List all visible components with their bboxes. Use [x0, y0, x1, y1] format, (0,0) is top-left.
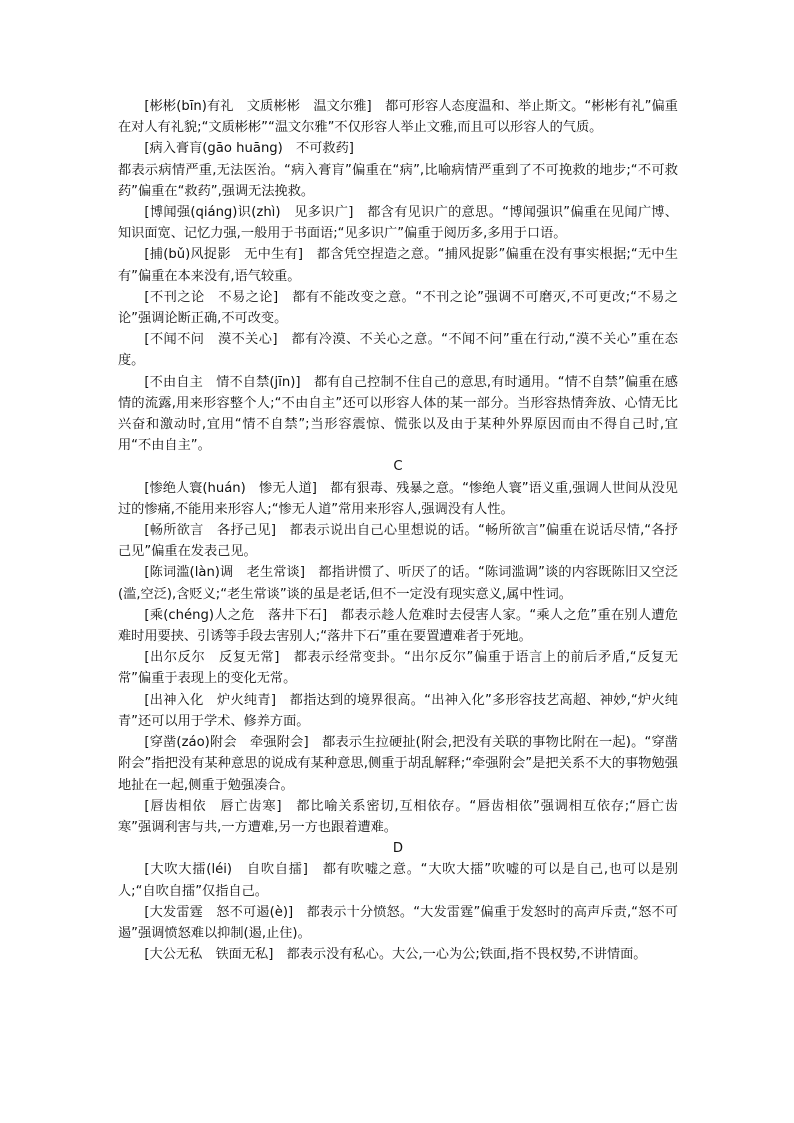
- paragraph: [出尔反尔 反复无常] 都表示经常变卦。“出尔反尔”偏重于语言上的前后矛盾,“反复无常”偏重于表现上的变化无常。: [118, 650, 678, 687]
- paragraph: [陈词滥(làn)调 老生常谈] 都指讲惯了、听厌了的话。“陈词滥调”谈的内容既陈旧又空泛(滥,空泛),含贬义;“老生常谈”谈的虽是老话,但不一定没有现实意义,属中性词。: [118, 565, 678, 602]
- paragraph: [惨绝人寰(huán) 惨无人道] 都有狠毒、残暴之意。“惨绝人寰”语义重,强调人世间从没见过的惨痛,不能用来形容人;“惨无人道”常用来形容人,强调没有人性。: [118, 480, 678, 517]
- paragraph: [大吹大擂(léi) 自吹自擂] 都有吹嘘之意。“大吹大擂”吹嘘的可以是自己,也可以是别人;“自吹自擂”仅指自己。: [118, 862, 678, 899]
- paragraph: [乘(chéng)人之危 落井下石] 都表示趁人危难时去侵害人家。“乘人之危”重在别人遭危难时用要挟、引诱等手段去害别人;“落井下石”重在要置遭难者于死地。: [118, 607, 678, 645]
- entry-heading: [病入膏肓(gāo huāng) 不可救药]: [144, 141, 354, 157]
- paragraph: [彬彬(bīn)有礼 文质彬彬 温文尔雅] 都可形容人态度温和、举止斯文。“彬彬有礼”偏重在对人有礼貌;“文质彬彬”“温文尔雅”不仅形容人举止文雅,而且可以形容人的气质。: [118, 99, 678, 136]
- paragraph: [穿凿(záo)附会 牵强附会] 都表示生拉硬扯(附会,把没有关联的事物比附在一起)。“穿凿附会”指把没有某种意思的说成有某种意思,侧重于胡乱解释;“牵强附会”是把关系不大的事物勉强地扯在一起,侧重于勉强凑合。: [118, 735, 678, 793]
- paragraph: [博闻强(qiáng)识(zhì) 见多识广] 都含有见识广的意思。“博闻强识”偏重在见闻广博、知识面宽、记忆力强,一般用于书面语;“见多识广”偏重于阅历多,多用于口语。: [118, 205, 678, 242]
- paragraph: [畅所欲言 各抒己见] 都表示说出自己心里想说的话。“畅所欲言”偏重在说话尽情,“各抒己见”偏重在发表己见。: [118, 523, 678, 560]
- paragraph: [大公无私 铁面无私] 都表示没有私心。大公,一心为公;铁面,指不畏权势,不讲情面。: [144, 947, 647, 963]
- section-letter-c: C: [393, 459, 403, 475]
- paragraph: [捕(bǔ)风捉影 无中生有] 都含凭空捏造之意。“捕风捉影”偏重在没有事实根据;“无中生有”偏重在本来没有,语气较重。: [118, 247, 678, 284]
- paragraph: [不由自主 情不自禁(jīn)] 都有自己控制不住自己的意思,有时通用。“情不自禁”偏重在感情的流露,用来形容整个人;“不由自主”还可以形容人体的某一部分。当形容热情奔放、心情无比兴奋和激动时,宜用“情不自禁”;当形容震惊、慌张以及由于某种外界原因而由不得自己时,宜用“不由自主”。: [118, 374, 678, 454]
- paragraph: [大发雷霆 怒不可遏(è)] 都表示十分愤怒。“大发雷霆”偏重于发怒时的高声斥责,“怒不可遏”强调愤怒难以抑制(遏,止住)。: [118, 904, 678, 941]
- paragraph: [唇齿相依 唇亡齿寒] 都比喻关系密切,互相依存。“唇齿相依”强调相互依存;“唇亡齿寒”强调利害与共,一方遭难,另一方也跟着遭难。: [118, 798, 678, 835]
- paragraph: 都表示病情严重,无法医治。“病入膏肓”偏重在“病”,比喻病情严重到了不可挽救的地步;“不可救药”偏重在“救药”,强调无法挽救。: [118, 162, 678, 199]
- section-letter-d: D: [392, 841, 404, 857]
- document-body: [118, 96, 678, 965]
- paragraph: [不刊之论 不易之论] 都有不能改变之意。“不刊之论”强调不可磨灭,不可更改;“不易之论”强调论断正确,不可改变。: [118, 289, 678, 327]
- paragraph: [出神入化 炉火纯青] 都指达到的境界很高。“出神入化”多形容技艺高超、神妙,“炉火纯青”还可以用于学术、修养方面。: [118, 692, 678, 729]
- paragraph: [不闻不问 漠不关心] 都有冷漠、不关心之意。“不闻不问”重在行动,“漠不关心”重在态度。: [118, 332, 678, 369]
